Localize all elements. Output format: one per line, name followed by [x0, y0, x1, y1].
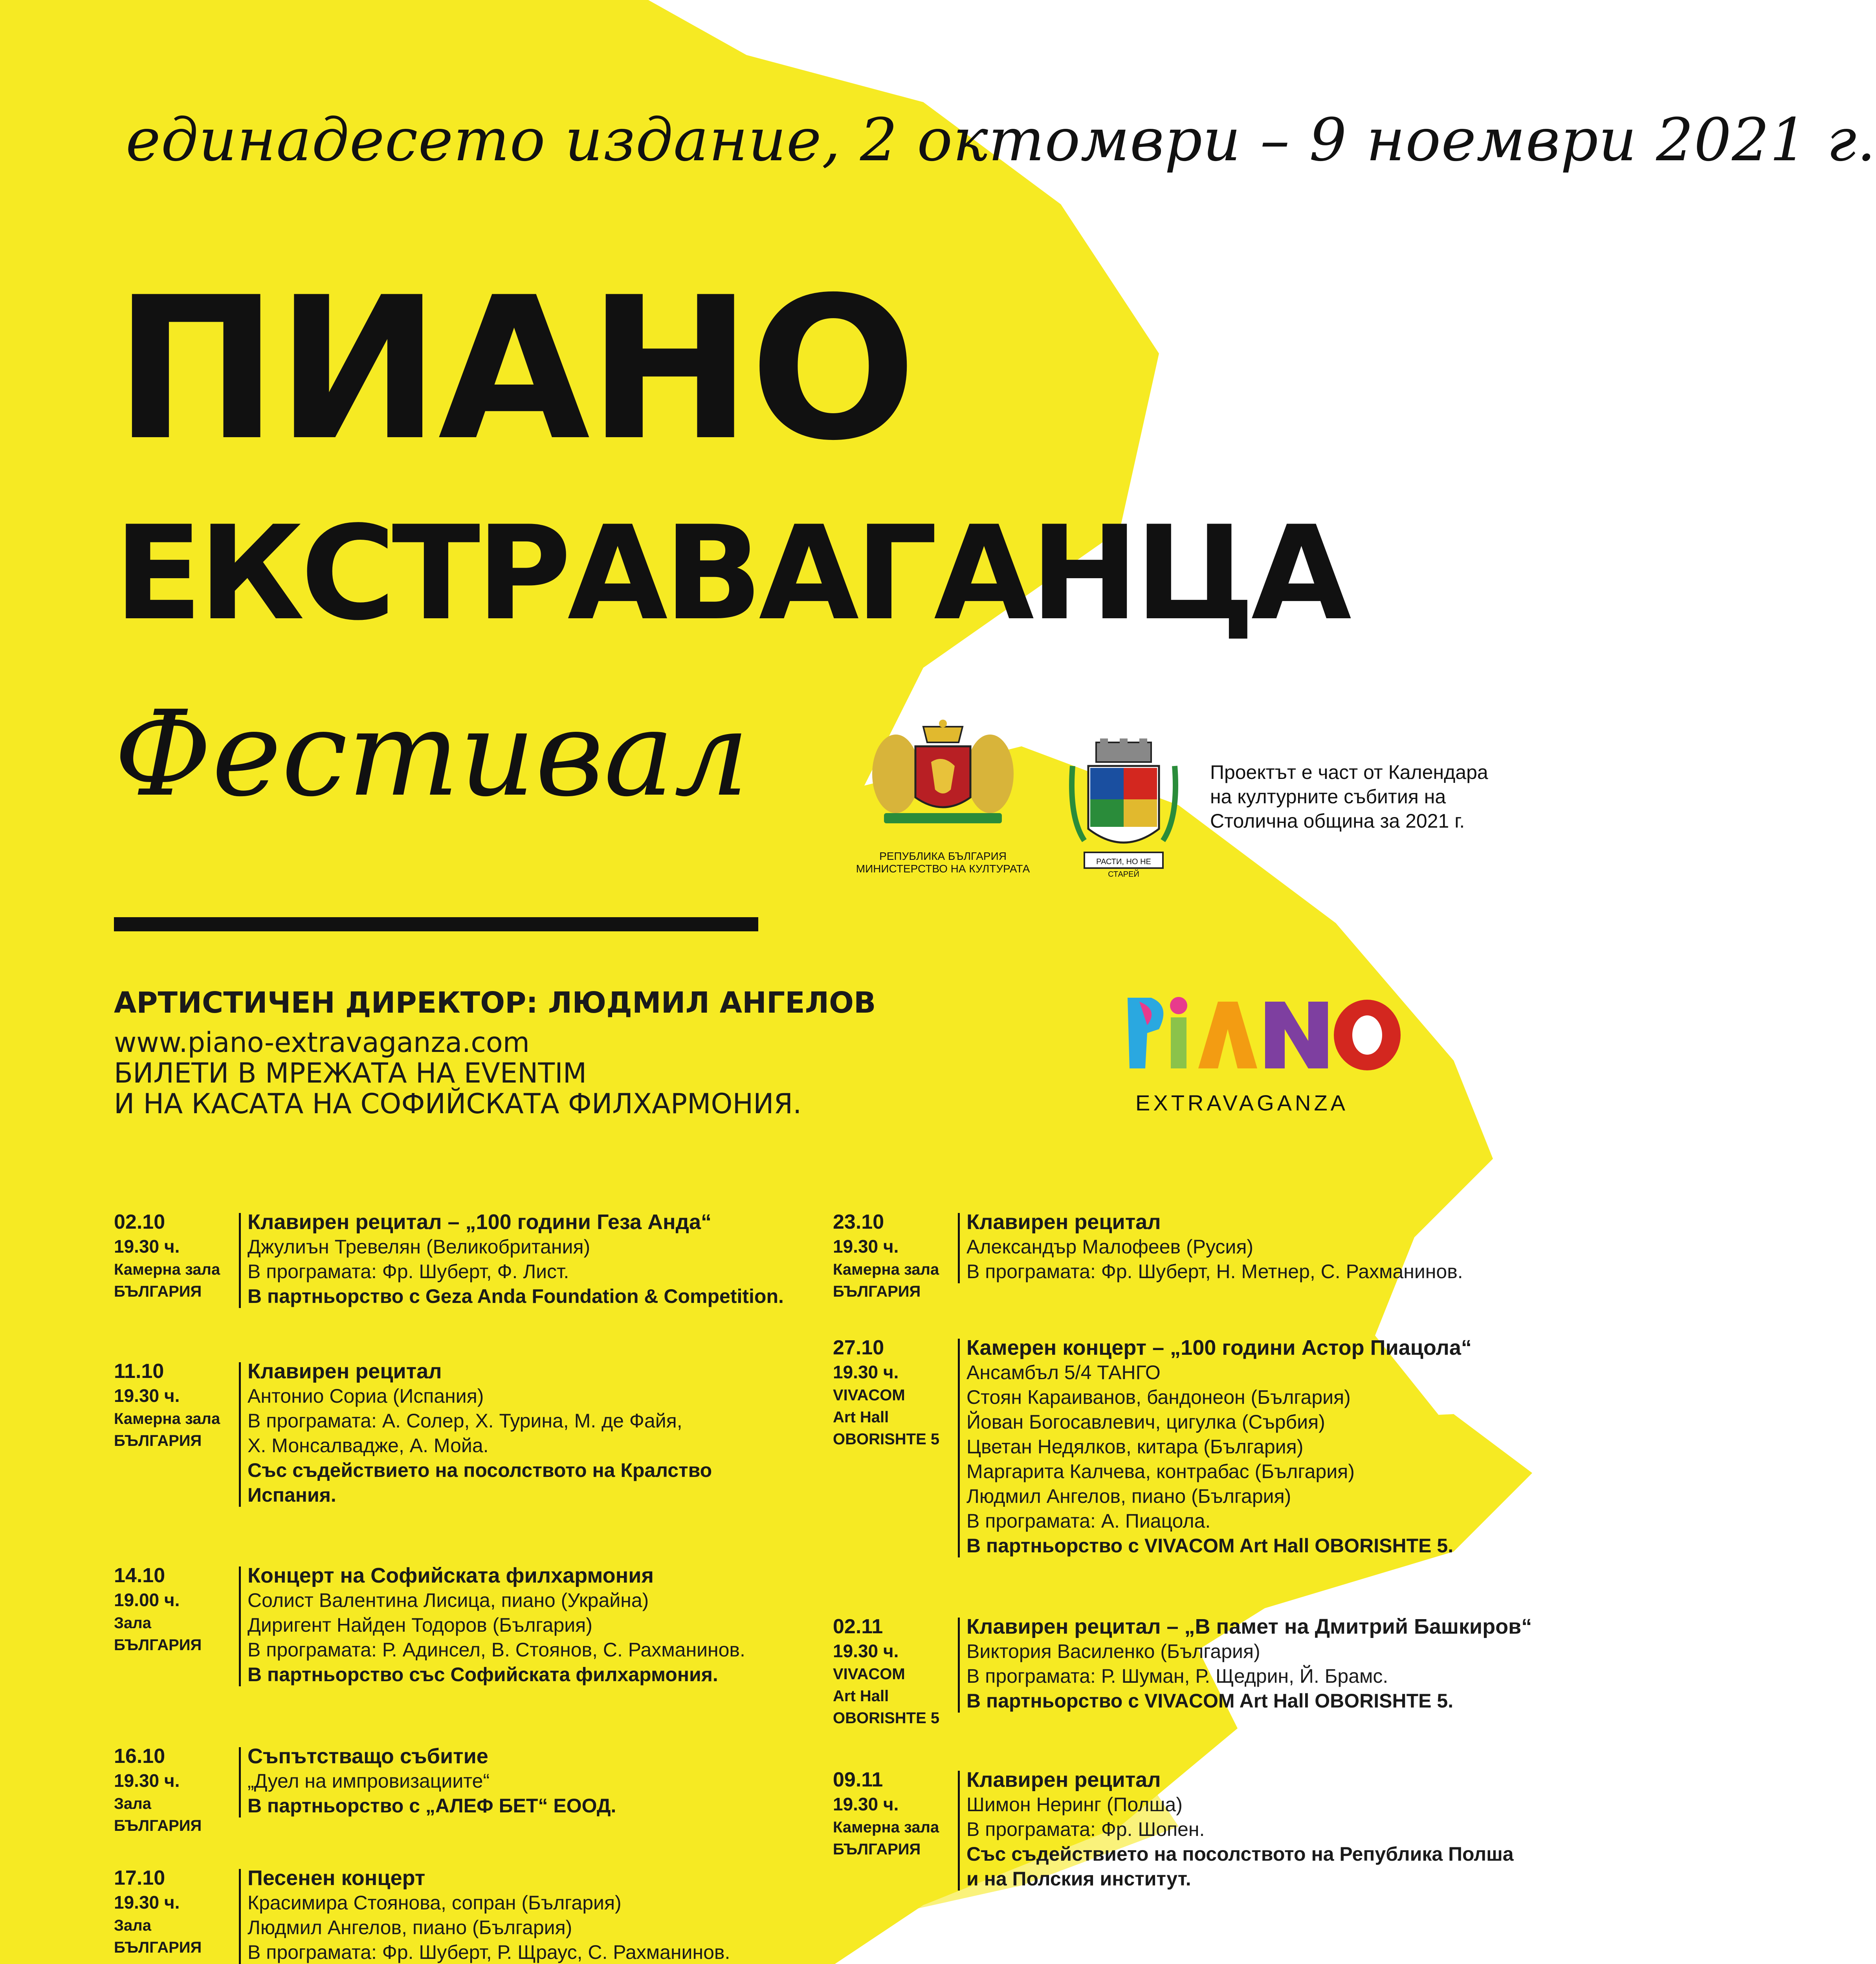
event-note: В партньорство с VIVACOM Art Hall OBORISHTE 5. — [966, 1535, 1454, 1557]
piano-logo-subtitle: EXTRAVAGANZA — [1135, 1090, 1349, 1115]
event-description — [966, 1336, 1472, 1558]
event-date: 23.10 — [833, 1211, 884, 1233]
ministry-caption-line1: РЕПУБЛИКА БЪЛГАРИЯ — [879, 850, 1007, 862]
event-title: Концерт на Софийската филхармония — [248, 1564, 654, 1587]
ministry-of-culture-crest — [853, 715, 1033, 888]
event-title: Клавирен рецитал — [248, 1359, 442, 1383]
event-date: 16.10 — [114, 1745, 165, 1768]
event-line: В програмата: А. Пиацола. — [966, 1510, 1211, 1532]
event-description — [966, 1768, 1514, 1891]
event-venue: БЪЛГАРИЯ — [114, 1283, 202, 1300]
event-venue: Зала — [114, 1795, 151, 1812]
coat-of-arms-icon — [853, 715, 1033, 848]
event-venue: OBORISHTE 5 — [833, 1431, 940, 1448]
event-line: Шимон Неринг (Полша) — [966, 1794, 1183, 1816]
event-time: 19.30 ч. — [833, 1236, 899, 1257]
event-meta — [833, 1614, 955, 1729]
event-divider — [239, 1566, 241, 1686]
event-venue: БЪЛГАРИЯ — [833, 1283, 921, 1300]
event-venue: БЪЛГАРИЯ — [114, 1432, 202, 1449]
event-venue: Камерна зала — [114, 1261, 220, 1278]
event-line: В програмата: Р. Шуман, Р. Щедрин, Й. Брамс. — [966, 1665, 1388, 1687]
event-divider — [239, 1213, 241, 1308]
event-description — [966, 1614, 1532, 1713]
tickets-line2: И НА КАСАТА НА СОФИЙСКАТА ФИЛХАРМОНИЯ. — [114, 1088, 802, 1120]
event-description — [248, 1866, 730, 1964]
event-meta — [833, 1210, 955, 1303]
event-meta — [114, 1744, 236, 1837]
event-line: Диригент Найден Тодоров (България) — [248, 1614, 592, 1636]
event-line: Х. Монсалвадже, А. Мойа. — [248, 1435, 489, 1457]
tickets-line1: БИЛЕТИ В МРЕЖАТА НА EVENTIM — [114, 1057, 587, 1089]
event-date: 09.11 — [833, 1768, 883, 1791]
event-time: 19.00 ч. — [114, 1590, 180, 1610]
event-venue: Зала — [114, 1917, 151, 1934]
event-meta — [833, 1336, 955, 1450]
ministry-caption-line2: МИНИСТЕРСТВО НА КУЛТУРАТА — [856, 863, 1030, 875]
event-note: В партньорство с VIVACOM Art Hall OBORISHTE 5. — [966, 1690, 1454, 1712]
title-divider — [114, 917, 758, 931]
event-note: и на Полския институт. — [966, 1868, 1191, 1890]
event-divider — [958, 1618, 960, 1713]
event-description — [248, 1359, 712, 1508]
event-title: Клавирен рецитал — [966, 1768, 1161, 1792]
sofia-motto: РАСТИ, НО НЕ СТАРЕЙ — [1096, 857, 1151, 879]
calendar-note: Проектът е част от Календара на културните събития на Столична община за 2021 г. — [1210, 761, 1488, 832]
event-date: 17.10 — [114, 1867, 165, 1889]
event-title: Клавирен рецитал — [966, 1210, 1161, 1234]
event-note: В партньорство със Софийската филхармония. — [248, 1664, 718, 1686]
event-line: Виктория Василенко (България) — [966, 1640, 1260, 1662]
event-line: Маргарита Калчева, контрабас (България) — [966, 1460, 1355, 1482]
event-date: 02.10 — [114, 1211, 165, 1233]
event-line: В програмата: А. Солер, Х. Турина, М. де Файя, — [248, 1410, 682, 1432]
event-description — [248, 1210, 784, 1309]
event-time: 19.30 ч. — [114, 1770, 180, 1791]
event-line: Красимира Стоянова, сопран (България) — [248, 1892, 622, 1914]
event-time: 19.30 ч. — [114, 1385, 180, 1406]
event-line: Александър Малофеев (Русия) — [966, 1236, 1254, 1258]
event-description — [248, 1744, 616, 1818]
event-divider — [239, 1362, 241, 1507]
event-venue: Камерна зала — [833, 1819, 939, 1836]
sofia-municipality-crest — [1061, 738, 1186, 880]
event-divider — [958, 1771, 960, 1891]
event-line: В програмата: Фр. Шуберт, Р. Щраус, С. Рахманинов. — [248, 1941, 730, 1963]
event-date: 14.10 — [114, 1564, 165, 1587]
event-line: Стоян Караиванов, бандонеон (България) — [966, 1386, 1351, 1408]
event-venue: Камерна зала — [114, 1410, 220, 1427]
festival-title-extravaganza: ЕКСТРАВАГАНЦА — [114, 498, 1348, 649]
event-line: Солист Валентина Лисица, пиано (Украйна) — [248, 1589, 649, 1611]
event-meta — [114, 1563, 236, 1656]
event-line: Ансамбъл 5/4 ТАНГО — [966, 1361, 1161, 1383]
event-line: В програмата: Фр. Шопен. — [966, 1818, 1205, 1840]
event-line: Людмил Ангелов, пиано (България) — [248, 1916, 572, 1938]
event-divider — [239, 1747, 241, 1817]
event-line: Людмил Ангелов, пиано (България) — [966, 1485, 1291, 1507]
event-note: В партньорство с „АЛЕФ БЕТ“ ЕООД. — [248, 1795, 616, 1817]
event-divider — [958, 1213, 960, 1283]
event-description — [248, 1563, 745, 1687]
event-venue: БЪЛГАРИЯ — [114, 1817, 202, 1834]
event-venue: OBORISHTE 5 — [833, 1709, 940, 1727]
event-line: Антонио Сориа (Испания) — [248, 1385, 484, 1407]
event-time: 19.30 ч. — [114, 1892, 180, 1913]
event-title: Клавирен рецитал – „В памет на Дмитрий Башкиров“ — [966, 1615, 1532, 1638]
event-time: 19.30 ч. — [833, 1794, 899, 1814]
event-venue: Art Hall — [833, 1409, 889, 1426]
ticket-info — [114, 1027, 801, 1119]
event-title: Клавирен рецитал – „100 години Геза Анда“ — [248, 1210, 712, 1234]
event-meta — [114, 1359, 236, 1452]
event-line: В програмата: Фр. Шуберт, Ф. Лист. — [248, 1260, 569, 1282]
event-venue: VIVACOM — [833, 1387, 905, 1404]
event-line: Джулиън Тревелян (Великобритания) — [248, 1236, 590, 1258]
event-line: В програмата: Р. Адинсел, В. Стоянов, С. Рахманинов. — [248, 1639, 745, 1661]
event-time: 19.30 ч. — [833, 1362, 899, 1382]
website-link[interactable]: www.piano-extravaganza.com — [114, 1026, 530, 1059]
artistic-director: АРТИСТИЧЕН ДИРЕКТОР: ЛЮДМИЛ АНГЕЛОВ — [114, 986, 876, 1020]
event-venue: БЪЛГАРИЯ — [114, 1636, 202, 1654]
event-meta — [833, 1768, 955, 1860]
edition-line: единадесето издание, 2 октомври – 9 ноември 2021 г. — [126, 106, 1876, 174]
event-line: „Дуел на импровизациите“ — [248, 1770, 490, 1792]
event-meta — [114, 1866, 236, 1959]
event-line: Цветан Недялков, китара (България) — [966, 1436, 1304, 1458]
event-line: Йован Богосавлевич, цигулка (Сърбия) — [966, 1411, 1325, 1433]
event-venue: VIVACOM — [833, 1665, 905, 1683]
event-venue: Art Hall — [833, 1687, 889, 1705]
event-description — [966, 1210, 1463, 1284]
event-divider — [239, 1869, 241, 1964]
event-note: Със съдействието на посолството на Република Полша — [966, 1843, 1514, 1865]
event-date: 02.11 — [833, 1615, 883, 1638]
event-venue: Зала — [114, 1614, 151, 1632]
festival-subtitle: Фестивал — [114, 685, 749, 823]
event-title: Камерен концерт – „100 години Астор Пиацола“ — [966, 1336, 1472, 1359]
event-line: В програмата: Фр. Шуберт, Н. Метнер, С. Рахманинов. — [966, 1260, 1463, 1282]
event-note: Испания. — [248, 1484, 336, 1506]
festival-title-piano: ПИАНО — [114, 255, 915, 484]
piano-extravaganza-logo — [1124, 994, 1407, 1072]
event-divider — [958, 1339, 960, 1557]
event-meta — [114, 1210, 236, 1303]
event-note: В партньорство с Geza Anda Foundation & Competition. — [248, 1285, 784, 1307]
event-date: 11.10 — [114, 1360, 164, 1383]
event-time: 19.30 ч. — [833, 1641, 899, 1661]
event-title: Песенен концерт — [248, 1866, 425, 1890]
event-venue: БЪЛГАРИЯ — [114, 1939, 202, 1956]
event-venue: Камерна зала — [833, 1261, 939, 1278]
event-date: 27.10 — [833, 1336, 884, 1359]
event-venue: БЪЛГАРИЯ — [833, 1841, 921, 1858]
event-time: 19.30 ч. — [114, 1236, 180, 1257]
event-note: Със съдействието на посолството на Кралство — [248, 1459, 712, 1481]
event-title: Съпътстващо събитие — [248, 1744, 488, 1768]
